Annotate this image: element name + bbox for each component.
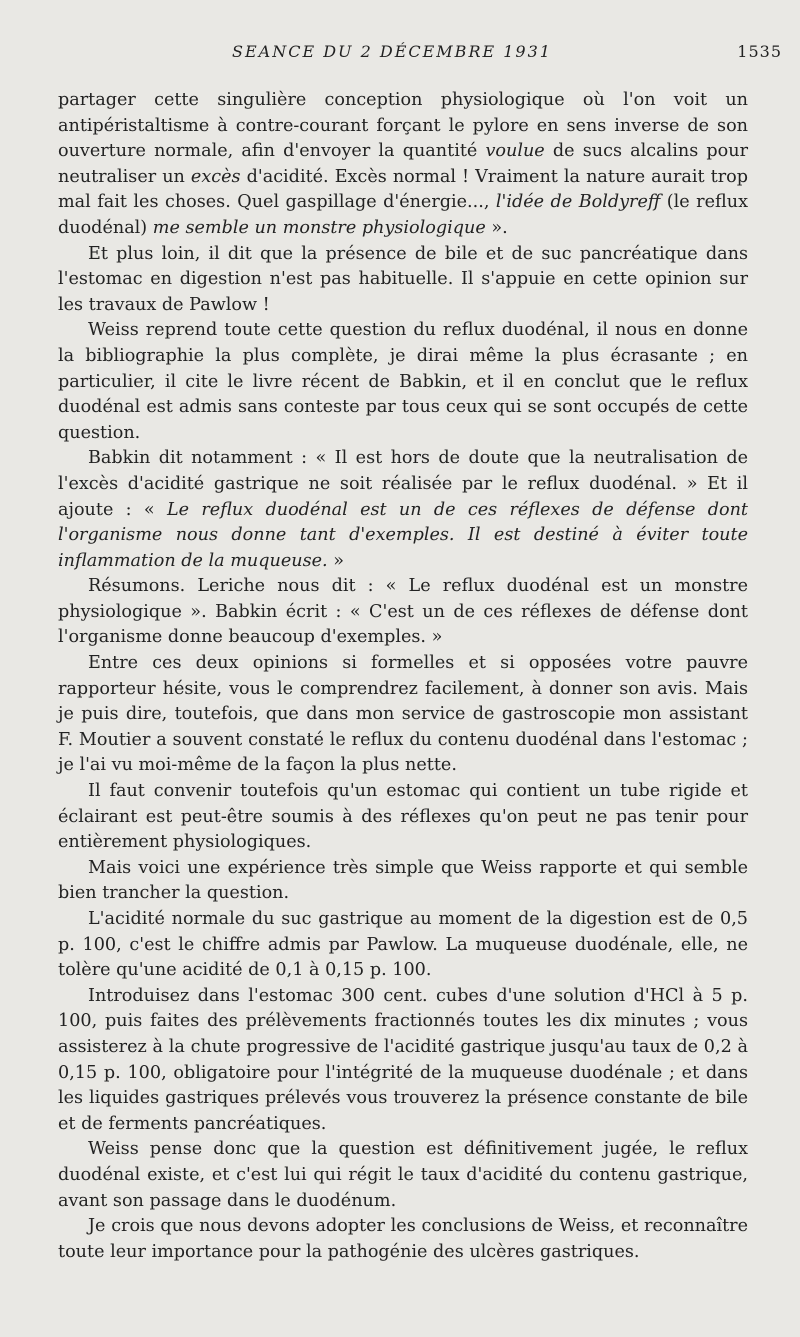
text-run: (le reflux duodénal)	[58, 192, 748, 238]
text-run: Résumons. Leriche nous dit : « Le reflux duodénal est un monstre physiologique ». Babkin écrit : « C'est un de ces réflexes de défense dont l'organisme donne beaucoup d'exemples. »	[58, 576, 748, 648]
text-run: Weiss reprend toute cette question du reflux duodénal, il nous en donne la bibliographie la plus complète, je dirai même la plus écrasante ; en particulier, il cite le livre récent de Babkin, et il en conclut que le reflux duodénal est admis sans conteste par tous ceux qui se sont occupés de cette question.	[58, 320, 748, 443]
text-run: partager cette singulière conception physiologique où l'on voit un antipéristaltisme à contre-courant forçant le pylore en sens inverse de son ouverture normale, afin d'envoyer la quantité	[58, 90, 748, 162]
running-head: SEANCE DU 2 DÉCEMBRE 1931	[232, 42, 552, 61]
text-run: Mais voici une expérience très simple que Weiss rapporte et qui semble bien trancher la question.	[58, 857, 748, 904]
paragraph	[58, 856, 748, 907]
paragraph	[58, 318, 748, 446]
paragraph	[58, 651, 748, 779]
italic-text: l'idée de Boldyreff	[495, 192, 661, 213]
text-run: »	[327, 550, 344, 571]
italic-text: voulue	[485, 141, 545, 162]
text-run: Entre ces deux opinions si formelles et si opposées votre pauvre rapporteur hésite, vous le comprendrez facilement, à donner son avis. Mais je puis dire, toutefois, que dans mon service de gastroscopie mon assistant F. Moutier a souvent constaté le reflux du contenu duodénal dans l'estomac ; je l'ai vu moi-même de la façon la plus nette.	[58, 653, 748, 776]
text-run: d'acidité. Excès normal ! Vraiment la nature aurait trop mal fait les choses. Quel gaspillage d'énergie...,	[58, 166, 748, 213]
italic-text: Le reflux duodénal est un de ces réflexes de défense dont l'organisme nous donne tant d'exemples. Il est destiné à éviter toute inflammation de la muqueuse.	[58, 499, 748, 571]
text-run: ».	[485, 217, 508, 238]
page-number: 1535	[737, 42, 782, 61]
page-header	[0, 42, 800, 66]
body-text	[58, 88, 748, 1265]
paragraph	[58, 779, 748, 856]
text-run: Je crois que nous devons adopter les conclusions de Weiss, et reconnaître toute leur importance pour la pathogénie des ulcères gastriques.	[58, 1216, 748, 1262]
paragraph	[58, 446, 748, 574]
italic-text: me semble un monstre physiologique	[152, 217, 486, 238]
paragraph	[58, 574, 748, 651]
paragraph	[58, 1137, 748, 1214]
paragraph	[58, 1214, 748, 1265]
text-run: Babkin dit notamment : « Il est hors de doute que la neutralisation de l'excès d'acidité gastrique ne soit réalisée par le reflux duodénal. » Et il ajoute : «	[58, 448, 748, 520]
text-run: Introduisez dans l'estomac 300 cent. cubes d'une solution d'HCl à 5 p. 100, puis faites des prélèvements fractionnés toutes les dix minutes ; vous assisterez à la chute progressive de l'acidité gastrique jusqu'au taux de 0,2 à 0,15 p. 100, obligatoire pour l'intégrité de la muqueuse duodénale ; et dans les liquides gastriques prélevés vous trouverez la présence constante de bile et de ferments pancréatiques.	[58, 985, 748, 1134]
italic-text: excès	[190, 166, 241, 187]
paragraph	[58, 984, 748, 1138]
paragraph	[58, 242, 748, 319]
text-run: de sucs alcalins pour neutraliser un	[58, 141, 748, 187]
text-run: Il faut convenir toutefois qu'un estomac qui contient un tube rigide et éclairant est peut-être soumis à des réflexes qu'on peut ne pas tenir pour entièrement physiologiques.	[58, 781, 748, 853]
paragraph	[58, 907, 748, 984]
paragraph	[58, 88, 748, 242]
text-run: Weiss pense donc que la question est définitivement jugée, le reflux duodénal existe, et c'est lui qui régit le taux d'acidité du contenu gastrique, avant son passage dans le duodénum.	[58, 1139, 748, 1211]
text-run: Et plus loin, il dit que la présence de bile et de suc pancréatique dans l'estomac en digestion n'est pas habituelle. Il s'appuie en cette opinion sur les travaux de Pawlow !	[58, 243, 748, 315]
text-run: L'acidité normale du suc gastrique au moment de la digestion est de 0,5 p. 100, c'est le chiffre admis par Pawlow. La muqueuse duodénale, elle, ne tolère qu'une acidité de 0,1 à 0,15 p. 100.	[58, 909, 748, 981]
